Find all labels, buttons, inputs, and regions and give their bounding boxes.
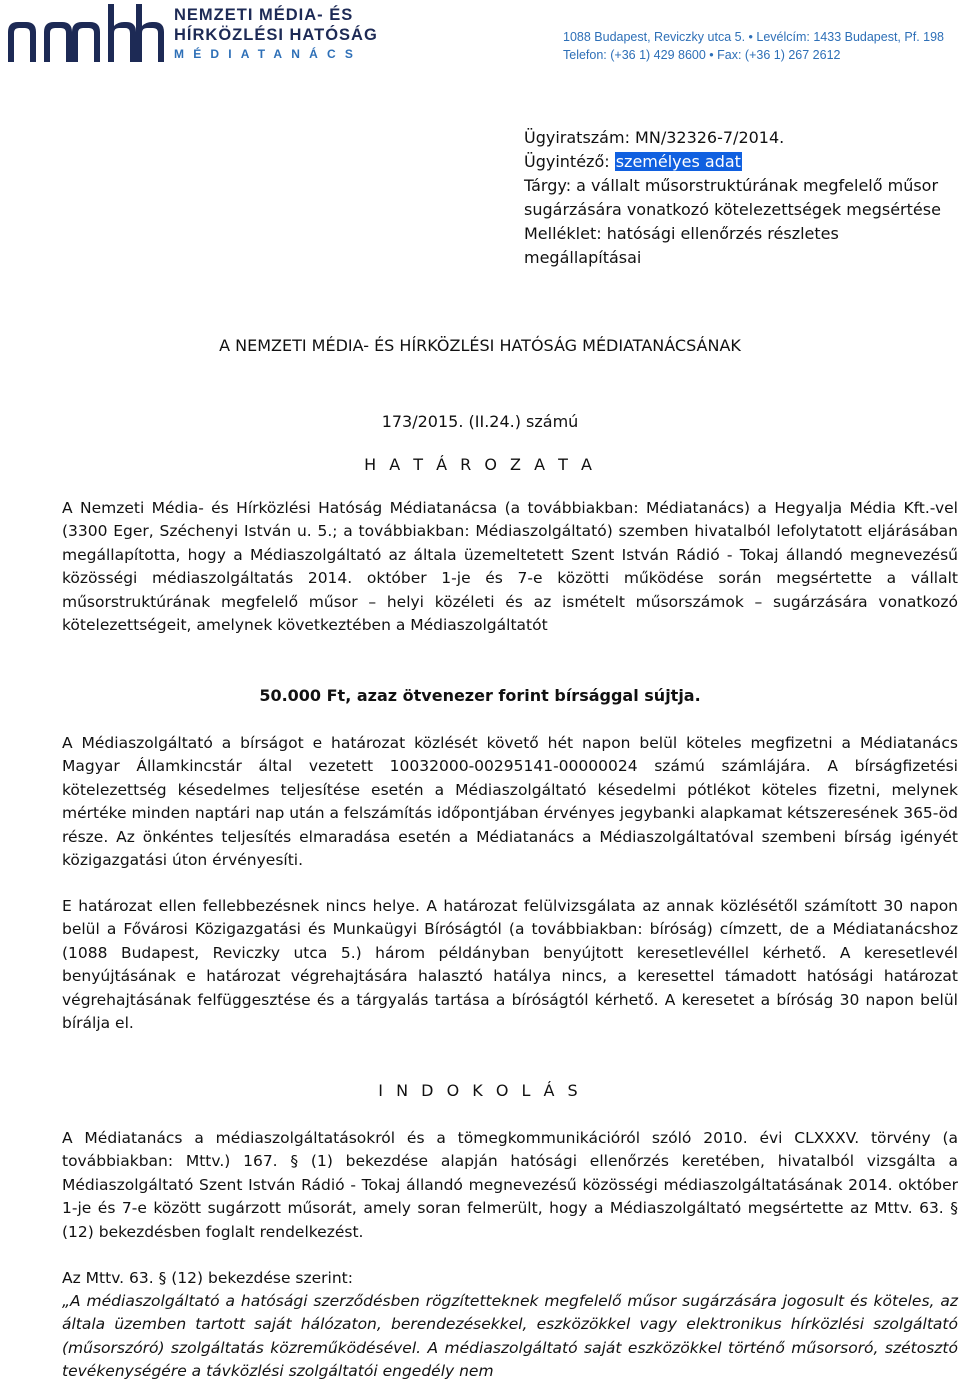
contact-address [563,28,944,64]
handler-label: Ügyintéző: [524,152,615,171]
organization-name [174,5,378,45]
reasoning-paragraph: A Médiatanács a médiaszolgáltatásokról és a tömegkommunikációról szóló 2010. évi CLXXXV. törvény (a továbbiakban: Mttv.) 167. § (1) bekezdése alapján hatósági ellenőrzés keretében, hivatalból vizsgálta a Médiaszolgáltató Szent István Rádió - Tokaj állandó megnevezésű közösségi médiaszolgáltatásának 2014. október 1-je és 7-e között sugárzott műsorát, amely soran felmerült, hogy a Médiaszolgáltató megsértette az Mttv. 63. § (12) bekezdésben foglalt rendelkezést. [62,1129,958,1241]
decision-paragraph: A Nemzeti Média- és Hírközlési Hatóság Médiatanácsa (a továbbiakban: Médiatanács) a Hegyalja Média Kft.-vel (3300 Eger, Széchenyi István u. 5.; a továbbiakban: Médiaszolgáltató) szemben hivatalból lefolytatott eljárásában megállapította, hogy a Médiaszolgáltató az általa üzemeltetett Szent István Rádió - Tokaj állandó megnevezésű közösségi médiaszolgáltatás 2014. október 1-je és 7-e közötti működése során megsértette a vállalt műsorstruktúrának megfelelő műsor – helyi közéleti és az ismételt műsorszámok – sugárzására vonatkozó kötelezettségeit, amelynek következtében a Médiaszolgáltatót [62,499,958,635]
reasoning-heading: I N D O K O L Á S [378,1081,582,1100]
phone-fax-line: Telefon: (+36 1) 429 8600 • Fax: (+36 1) 267 2612 [563,48,841,62]
fine-statement: 50.000 Ft, azaz ötvenezer forint bírsággal sújtja. [259,686,701,705]
case-metadata [524,126,954,270]
org-name-line1: NEMZETI MÉDIA- ÉS [174,6,354,24]
quote-intro: Az Mttv. 63. § (12) bekezdése szerint: [62,1269,353,1287]
case-attachment [524,222,954,270]
decision-number: 173/2015. (II.24.) számú [381,412,579,431]
subject-text: a vállalt műsorstruktúrának megfelelő műsor sugárzására vonatkozó kötelezettségek megsértése [524,176,941,219]
org-name-line2: HÍRKÖZLÉSI HATÓSÁG [174,26,378,44]
case-subject [524,174,954,222]
case-number: Ügyiratszám: MN/32326-7/2014. [524,128,785,147]
appeal-paragraph: E határozat ellen fellebbezésnek nincs helye. A határozat felülvizsgálata az annak közlésétől számított 30 napon belül a Fővárosi Közigazgatási és Munkaügyi Bíróságtól (a továbbiakban: bíróság) címzett, de a Médiatanácshoz (1088 Budapest, Reviczky utca 5.) három példányban benyújtott keresetlevéllel kérhető. A keresetlevél benyújtásának e határozat végrehajtására halasztó hatálya nincs, a keresettel támadott hatósági határozat végrehajtásának felfüggesztése és a tárgyalás tartása a bíróságtól kérhető. A keresetet a bíróság 30 napon belül bírálja el. [62,897,958,1033]
subject-label: Tárgy: [524,176,572,195]
attachment-label: Melléklet: [524,224,602,243]
authority-title: A NEMZETI MÉDIA- ÉS HÍRKÖZLÉSI HATÓSÁG MÉDIATANÁCSÁNAK [219,336,741,355]
nmhh-logo-icon [8,2,164,64]
case-handler [524,150,954,174]
organization-subtitle: MÉDIATANÁCS [174,47,363,61]
payment-paragraph: A Médiaszolgáltató a bírságot e határozat közlését követő hét napon belül köteles megfizetni a Médiatanács Magyar Államkincstár által vezetett 10032000-00295141-00000024 számú számlájára. A bírságfizetési kötelezettség késedelmes teljesítése esetén a Médiaszolgáltató késedelmi pótlékot köteles fizetni, melynek mértéke minden naptári nap után a felszámítás időpontjában érvényes jegybanki alapkamat kétszeresének 365-öd része. Az önkéntes teljesítés elmaradása esetén a Médiatanács a Médiaszolgáltatóval szembeni bírság igényét közigazgatási úton érvényesíti. [62,734,958,870]
law-quote: „A médiaszolgáltató a hatósági szerződésben rögzítetteknek megfelelő műsor sugárzására jogosult és köteles, az általa üzemben tartott saját hálózaton, berendezésekkel, eszközökkel vagy elektronikus hírközlési szolgáltató (műsorszóró) szolgáltatás közreműködésével. A médiaszolgáltató saját eszközökkel történő műsorsoró, szétosztó tevékenységére a távközlési szolgáltatói engedély nem [62,1292,958,1381]
letterhead [0,0,960,110]
redacted-handler: személyes adat [615,152,741,171]
decision-heading: H A T Á R O Z A T A [364,455,596,474]
attachment-text: hatósági ellenőrzés részletes megállapításai [524,224,839,267]
address-line: 1088 Budapest, Reviczky utca 5. • Levélcím: 1433 Budapest, Pf. 198 [563,30,944,44]
